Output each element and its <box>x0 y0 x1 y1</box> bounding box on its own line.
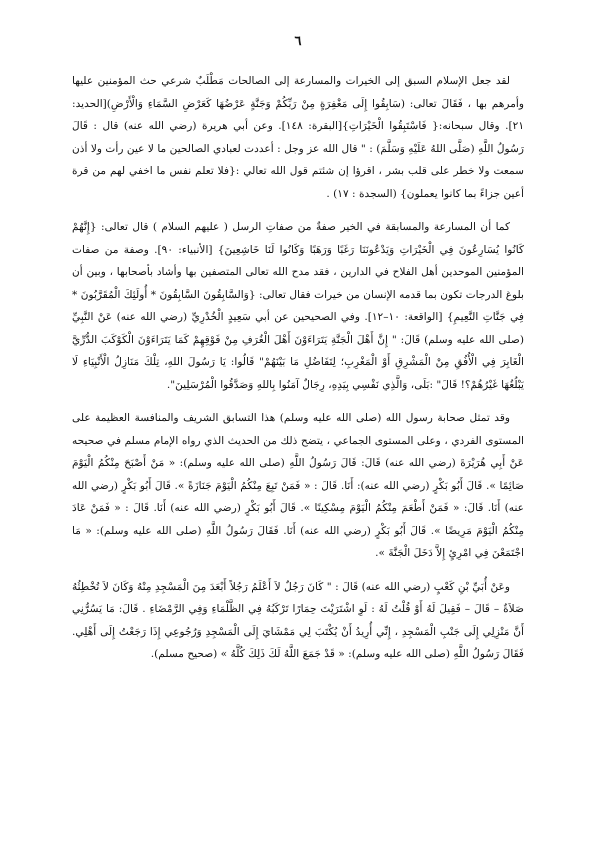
body-text <box>72 70 524 666</box>
paragraph-messengers: كما أن المسارعة والمسابقة في الخير صفةٌ من صفاتِ الرسل ( عليهم السلام ) قال تعالى: {إِنَّهُمْ كَانُوا يُسَارِعُونَ فِي الْخَيْرَاتِ وَيَدْعُونَنَا رَغَبًا وَرَهَبًا وَكَانُوا لَنَا خَاشِعِينَ} [الأنبياء: ٩٠]. وصفة من صفات المؤمنين الموحدين أهل الفلاح في الدارين ، فقد مدح الله تعالى المتصفين بها وأشاد بأصحابها ، وبين أن بلوغ الدرجات تكون بما قدمه الإنسان من خيرات فقال تعالى: {وَالسَّابِقُونَ السَّابِقُونَ * أُولَئِكَ الْمُقَرَّبُونَ * فِي جَنَّاتِ النَّعِيمِ} [الواقعة: ١٠–١٢]. وفي الصحيحين عن أبي سَعِيدٍ الْخُدْرِيِّ (رضي الله عنه) عَنْ النَّبِيِّ (صلى الله عليه وسلم) قَالَ: " إِنَّ أَهْلَ الْجَنَّةِ يَتَرَاءَوْنَ أَهْلَ الْغُرَفِ مِنْ فَوْقِهِمْ كَمَا يَتَرَاءَوْنَ الْكَوْكَبَ الدُّرِّيَّ الْغَابِرَ فِي الْأُفُقِ مِنْ الْمَشْرِقِ أَوْ الْمَغْرِبِ؛ لِتَفَاضُلِ مَا بَيْنَهُمْ" قَالُوا: يَا رَسُولَ اللهِ، تِلْكَ مَنَازِلُ الْأَنْبِيَاءِ لَا يَبْلُغُهَا غَيْرُهُمْ؟! قَالَ" :بَلَى، وَالَّذِي نَفْسِي بِيَدِهِ، رِجَالٌ آمَنُوا بِاللهِ وَصَدَّقُوا الْمُرْسَلِينَ". <box>72 221 524 391</box>
paragraph-companions: وقد تمثل صحابة رسول الله (صلى الله عليه وسلم) هذا التسابق الشريف والمنافسة العظيمة على المستوى الفردي ، وعلى المستوى الجماعي ، يتضح ذلك من الحديث الذي رواه الإمام مسلم في صحيحه عَنْ أَبِي هُرَيْرَةَ (رضي الله عنه) قَالَ: قَالَ رَسُولُ اللَّهِ (صلى الله عليه وسلم): « مَنْ أَصْبَحَ مِنْكُمُ الْيَوْمَ صَائِمًا ». قَالَ أَبُو بَكْرٍ (رضي الله عنه): أَنَا. قَالَ : « فَمَنْ تَبِعَ مِنْكُمُ الْيَوْمَ جَنَازَةً ». قَالَ أَبُو بَكْرٍ (رضي الله عنه) أَنَا. قَالَ: « فَمَنْ أَطْعَمَ مِنْكُمُ الْيَوْمَ مِسْكِينًا ». قَالَ أَبُو بَكْرٍ (رضي الله عنه) أَنَا. قَالَ : « فَمَنْ عَادَ مِنْكُمُ الْيَوْمَ مَرِيضًا ». قَالَ أَبُو بَكْرٍ (رضي الله عنه) أَنَا. فَقَالَ رَسُولُ اللَّهِ (صلى الله عليه وسلم): « مَا اجْتَمَعْنَ فِي امْرِئٍ إِلاَّ دَخَلَ الْجَنَّةَ ». <box>72 412 524 559</box>
page-number: ٦ <box>294 34 302 49</box>
paragraph-intro: لقد جعل الإسلام السبق إلى الخيرات والمسارعة إلى الصالحات مَطْلَبٌ شرعي حث المؤمنين عليها وأمرهم بها ، فَقَالَ تعالى: (سَابِقُوا إِلَى مَغْفِرَةٍ مِنْ رَبِّكُمْ وَجَنَّةٍ عَرْضُهَا كَعَرْضِ السَّمَاءِ وَالْأَرْضِ)[الحديد: ٢١]. وقال سبحانه:{ فَاسْتَبِقُوا الْخَيْرَاتِ}[البقرة: ١٤٨]. وعن أبي هريرة (رضي الله عنه) قال : قَالَ رَسُولُ اللَّهِ (صَلَّى اللهُ عَلَيْهِ وَسَلَّمَ) : " قال الله عز وجل : أعددت لعبادي الصالحين ما لا عين رأت ولا أذن سمعت ولا خطر على قلب بشر ، اقرؤا إن شئتم قول الله تعالي :{فلا تعلم نفس ما اخفي لهم من قرة أعين جزاءً بما كانوا يعملون} (السجدة : ١٧) . <box>72 75 525 200</box>
paragraph-ubayy-hadith: وعَنْ أُبَيِّ بْنِ كَعْبٍ (رضي الله عنه) قَالَ : " كَانَ رَجُلٌ لاَ أَعْلَمُ رَجُلاً أَبْعَدَ مِنَ الْمَسْجِدِ مِنْهُ وَكَانَ لاَ تُخْطِئُهُ صَلاَةٌ – قَالَ – فَقِيلَ لَهُ أَوْ قُلْتُ لَهُ : لَوِ اشْتَرَيْتَ حِمَارًا تَرْكَبُهُ فِي الظَّلْمَاءِ وَفِي الرَّمْضَاءِ . قَالَ: مَا يَسُرُّنِي أَنَّ مَنْزِلِي إِلَى جَنْبِ الْمَسْجِدِ ، إِنِّي أُرِيدُ أَنْ يُكْتَبَ لِي مَمْشَايَ إِلَى الْمَسْجِدِ وَرُجُوعِي إِذَا رَجَعْتُ إِلَى أَهْلِي. فَقَالَ رَسُولُ اللَّهِ (صلى الله عليه وسلم): « قَدْ جَمَعَ اللَّهُ لَكَ ذَلِكَ كُلَّهُ » (صحيح مسلم). <box>72 580 524 660</box>
